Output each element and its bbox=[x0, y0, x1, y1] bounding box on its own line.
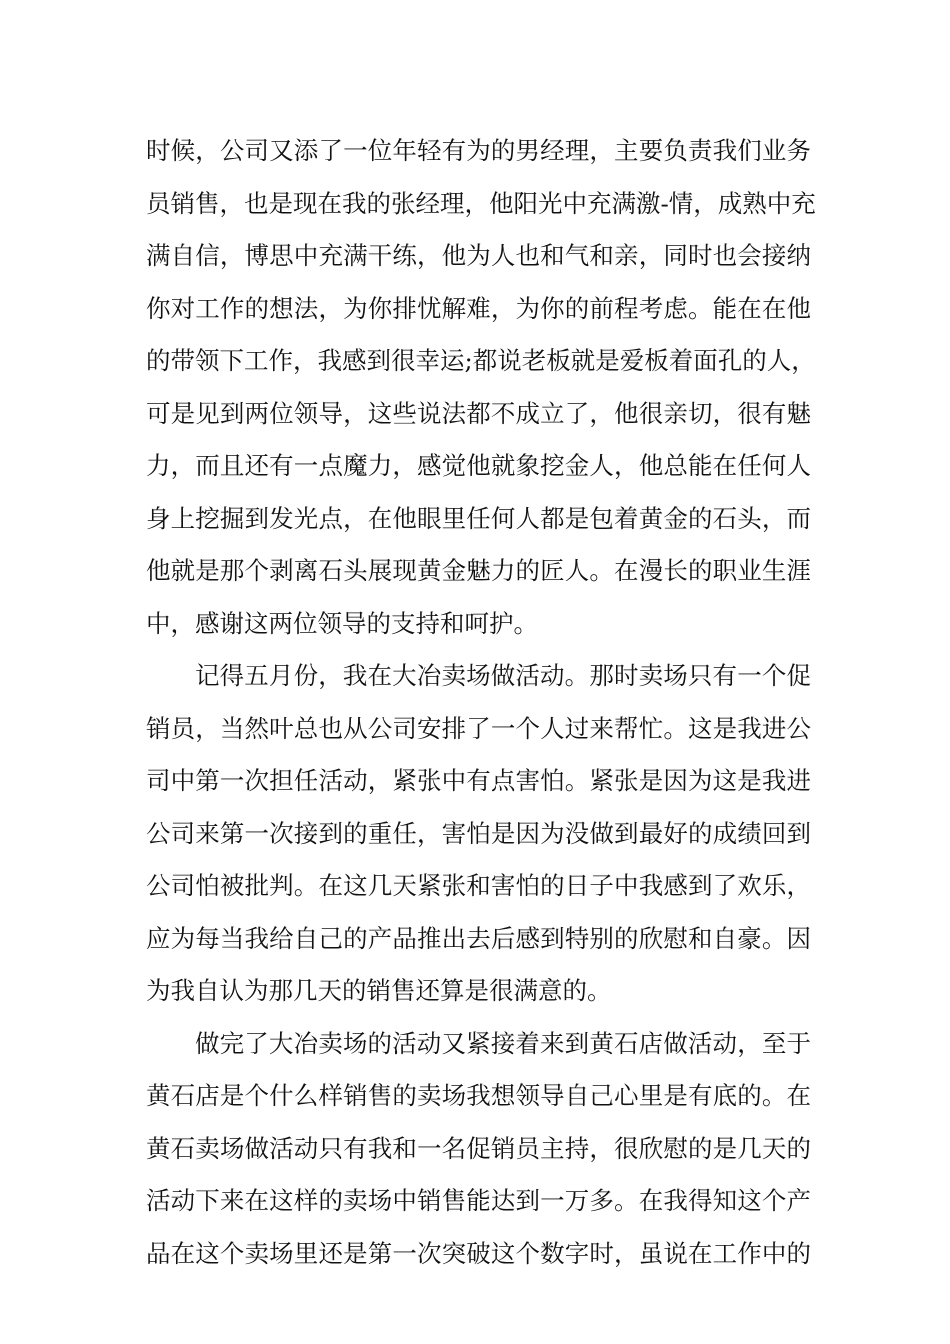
text-line: 中，感谢这两位领导的支持和呵护。 bbox=[146, 608, 538, 638]
text-line: 为我自认为那几天的销售还算是很满意的。 bbox=[146, 976, 612, 1005]
text-line: 的带领下工作，我感到很幸运;都说老板就是爱板着面孔的人， bbox=[146, 346, 816, 375]
text-line: 公司怕被批判。在这几天紧张和害怕的日子中我感到了欢乐， bbox=[146, 871, 811, 900]
text-line: 你对工作的想法，为你排忧解难，为你的前程考虑。能在在他 bbox=[146, 293, 811, 323]
text-line: 他就是那个剥离石头展现黄金魅力的匠人。在漫长的职业生涯 bbox=[146, 556, 811, 585]
text-line: 黄石店是个什么样销售的卖场我想领导自己心里是有底的。在 bbox=[146, 1081, 811, 1110]
text-line: 可是见到两位领导，这些说法都不成立了，他很亲切，很有魅 bbox=[146, 398, 811, 428]
paragraph-2 bbox=[146, 650, 811, 1018]
text-line: 公司来第一次接到的重任，害怕是因为没做到最好的成绩回到 bbox=[146, 818, 811, 848]
text-line: 品在这个卖场里还是第一次突破这个数字时，虽说在工作中的 bbox=[146, 1238, 811, 1268]
text-line: 满自信，博思中充满干练，他为人也和气和亲，同时也会接纳 bbox=[146, 241, 811, 270]
paragraph-1 bbox=[146, 125, 816, 650]
text-line: 身上挖掘到发光点，在他眼里任何人都是包着黄金的石头，而 bbox=[146, 503, 811, 533]
paragraph-3 bbox=[146, 1018, 811, 1281]
text-line: 做完了大冶卖场的活动又紧接着来到黄石店做活动，至于 bbox=[195, 1028, 811, 1058]
text-line: 活动下来在这样的卖场中销售能达到一万多。在我得知这个产 bbox=[146, 1186, 811, 1215]
text-line: 销员，当然叶总也从公司安排了一个人过来帮忙。这是我进公 bbox=[146, 713, 811, 743]
text-line: 记得五月份，我在大冶卖场做活动。那时卖场只有一个促 bbox=[195, 661, 811, 690]
text-line: 黄石卖场做活动只有我和一名促销员主持，很欣慰的是几天的 bbox=[146, 1133, 811, 1163]
text-line: 司中第一次担任活动，紧张中有点害怕。紧张是因为这是我进 bbox=[146, 766, 811, 795]
text-line: 力，而且还有一点魔力，感觉他就象挖金人，他总能在任何人 bbox=[146, 451, 811, 480]
text-line: 时候，公司又添了一位年轻有为的男经理，主要负责我们业务 bbox=[146, 136, 811, 165]
text-line: 员销售，也是现在我的张经理，他阳光中充满激-情，成熟中充 bbox=[146, 188, 816, 218]
document-body bbox=[146, 125, 816, 1280]
text-line: 应为每当我给自己的产品推出去后感到特别的欣慰和自豪。因 bbox=[146, 923, 811, 953]
